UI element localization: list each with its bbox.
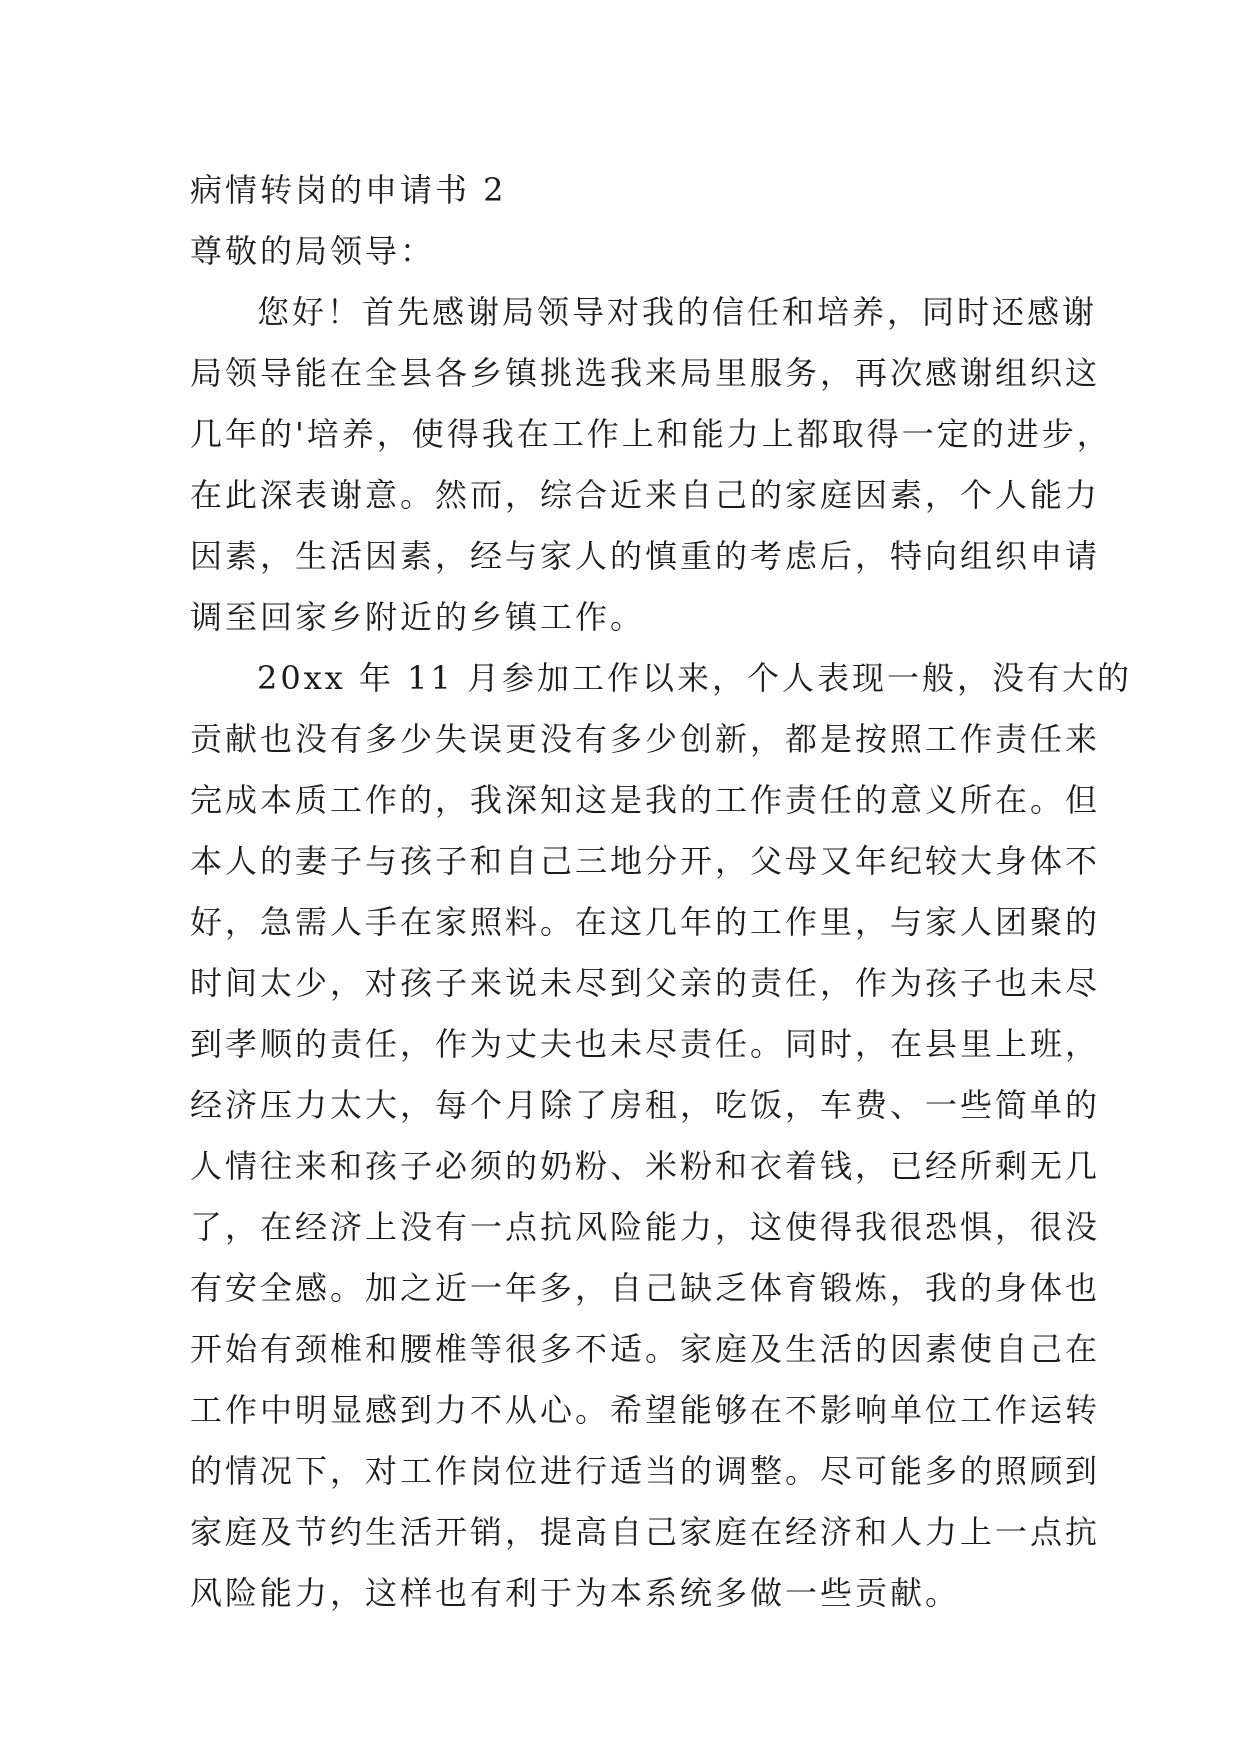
paragraph-line: 风险能力，这样也有利于为本系统多做一些贡献。 (190, 1574, 961, 1612)
paragraph-line: 因素，生活因素，经与家人的慎重的考虑后，特向组织申请 (190, 537, 1101, 575)
paragraph-line: 家庭及节约生活开销，提高自己家庭在经济和人力上一点抗 (190, 1513, 1101, 1551)
paragraph-line: 调至回家乡附近的乡镇工作。 (190, 598, 646, 636)
salutation: 尊敬的局领导： (190, 232, 436, 270)
paragraph-line: 几年的'培养，使得我在工作上和能力上都取得一定的进步， (190, 415, 1112, 453)
paragraph-line: 在此深表谢意。然而，综合近来自己的家庭因素，个人能力 (190, 476, 1101, 514)
document-body (190, 160, 1133, 1624)
paragraph-line: 人情往来和孩子必须的奶粉、米粉和衣着钱，已经所剩无几 (190, 1147, 1101, 1185)
paragraph-line: 经济压力太大，每个月除了房租，吃饭，车费、一些简单的 (190, 1086, 1101, 1124)
paragraph-line: 了，在经济上没有一点抗风险能力，这使得我很恐惧，很没 (190, 1208, 1101, 1246)
paragraph-1 (190, 282, 1112, 648)
paragraph-line: 局领导能在全县各乡镇挑选我来局里服务，再次感谢组织这 (190, 354, 1101, 392)
paragraph-line: 好，急需人手在家照料。在这几年的工作里，与家人团聚的 (190, 903, 1101, 941)
paragraph-2 (190, 648, 1133, 1624)
paragraph-line: 本人的妻子与孩子和自己三地分开，父母又年纪较大身体不 (190, 842, 1101, 880)
paragraph-line: 贡献也没有多少失误更没有多少创新，都是按照工作责任来 (190, 720, 1101, 758)
paragraph-line: 工作中明显感到力不从心。希望能够在不影响单位工作运转 (190, 1391, 1101, 1429)
paragraph-line: 完成本质工作的，我深知这是我的工作责任的意义所在。但 (190, 781, 1101, 819)
paragraph-line: 到孝顺的责任，作为丈夫也未尽责任。同时，在县里上班， (190, 1025, 1101, 1063)
paragraph-line: 您好！首先感谢局领导对我的信任和培养，同时还感谢 (257, 293, 1098, 331)
paragraph-line: 开始有颈椎和腰椎等很多不适。家庭及生活的因素使自己在 (190, 1330, 1101, 1368)
paragraph-line: 时间太少，对孩子来说未尽到父亲的责任，作为孩子也未尽 (190, 964, 1101, 1002)
document-title: 病情转岗的申请书 2 (190, 171, 507, 209)
paragraph-line: 20xx 年 11 月参加工作以来，个人表现一般，没有大的 (257, 659, 1133, 697)
paragraph-line: 有安全感。加之近一年多，自己缺乏体育锻炼，我的身体也 (190, 1269, 1101, 1307)
paragraph-line: 的情况下，对工作岗位进行适当的调整。尽可能多的照顾到 (190, 1452, 1101, 1490)
